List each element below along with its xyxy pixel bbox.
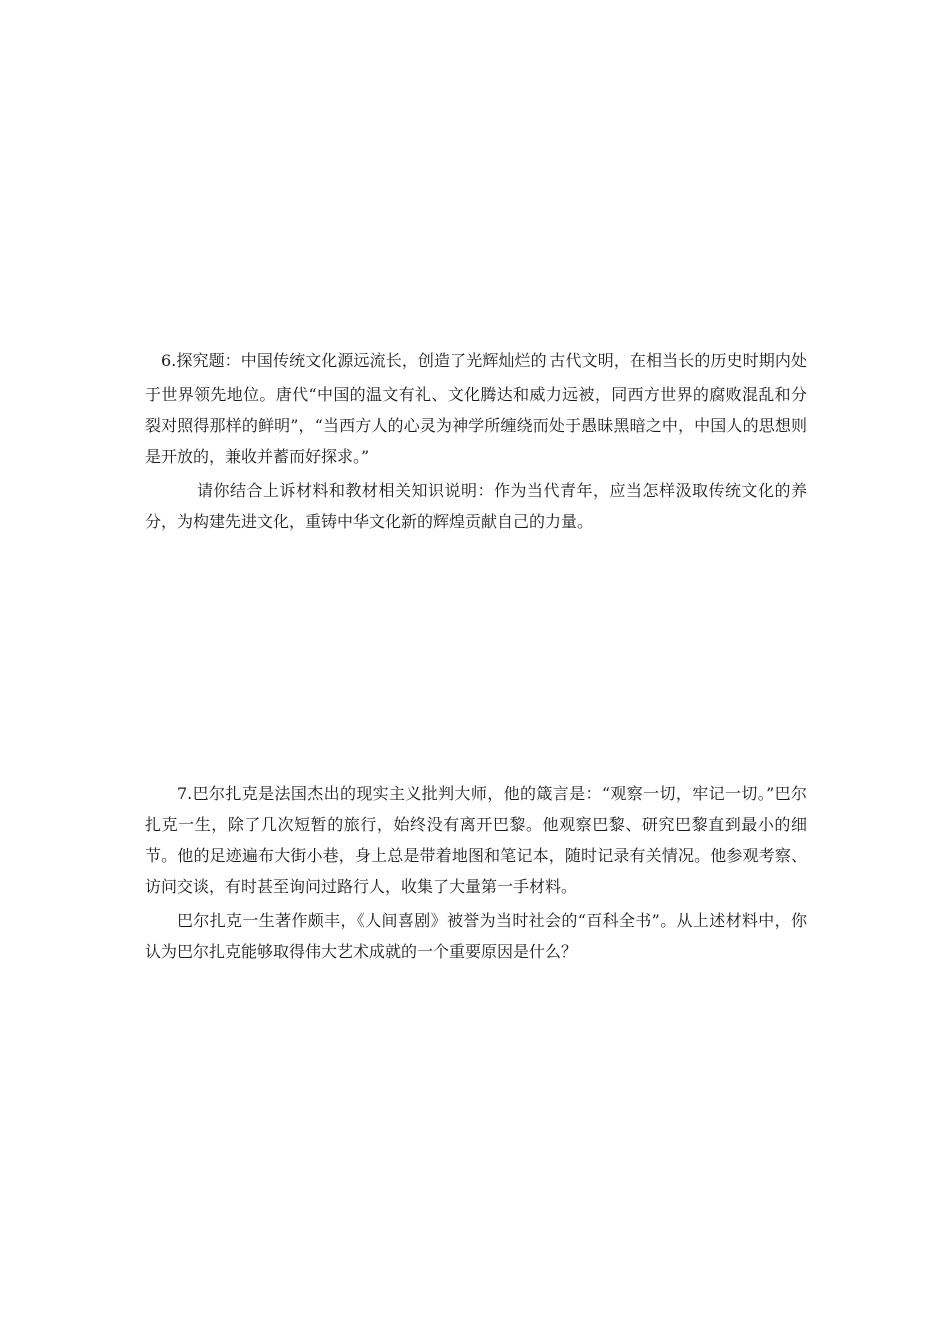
question-6 [145,345,807,537]
question-7 [145,778,807,967]
question-7-material: 7.巴尔扎克是法国杰出的现实主义批判大师，他的箴言是：“观察一切，牢记一切。”巴尔扎克一生，除了几次短暂的旅行，始终没有离开巴黎。他观察巴黎、研究巴黎直到最小的细节。他的足迹遍布大街小巷，身上总是带着地图和笔记本，随时记录有关情况。他参观考察、访问交谈，有时甚至询问过路行人，收集了大量第一手材料。 [145,784,807,896]
question-6-text-a: 6.探究题：中国传统文化源远流长，创造了光辉灿烂的 [161,351,547,370]
question-6-prompt: 请你结合上诉材料和教材相关知识说明：作为当代青年，应当怎样汲取传统文化的养分，为构建先进文化，重铸中华文化新的辉煌贡献自己的力量。 [145,481,807,531]
question-6-material [145,345,807,472]
stray-mark: . [546,359,550,368]
question-6-text-b: 古代文明，在相当长的历史时期内处于世界领先地位。唐代“中国的温文有礼、文化腾达和威力远被，同西方世界的腐败混乱和分裂对照得那样的鲜明”，“当西方人的心灵为神学所缠绕而处于愚昧黑暗之中，中国人的思想则是开放的，兼收并蓄而好探求。” [145,351,807,466]
question-7-prompt: 巴尔扎克一生著作颇丰，《人间喜剧》被誉为当时社会的“百科全书”。从上述材料中，你认为巴尔扎克能够取得伟大艺术成就的一个重要原因是什么？ [145,911,807,961]
